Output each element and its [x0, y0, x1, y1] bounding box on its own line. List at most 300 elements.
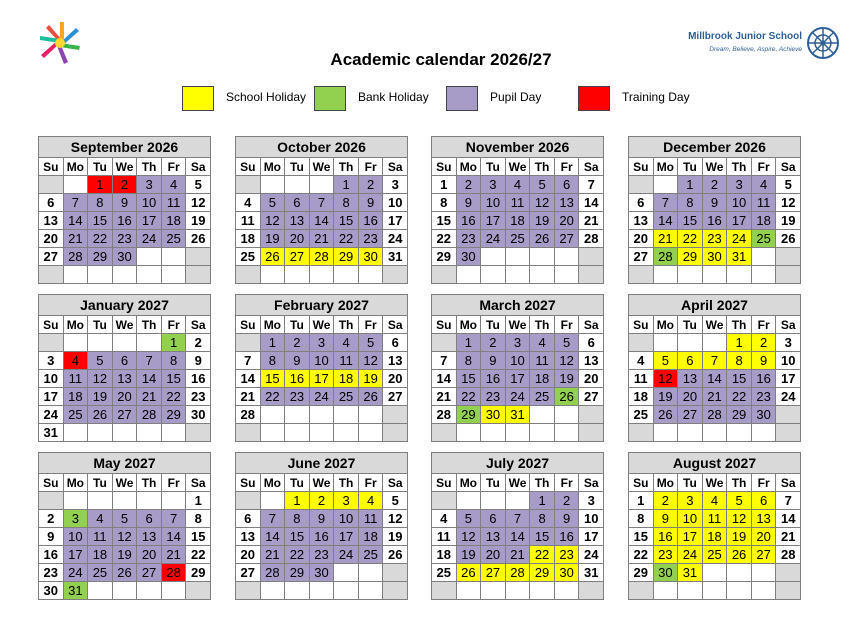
- day-cell: 5: [457, 510, 482, 528]
- day-cell: 7: [579, 176, 604, 194]
- month-grid: [235, 473, 408, 600]
- empty-cell: [457, 582, 482, 600]
- day-cell: 2: [703, 176, 728, 194]
- month-title: September 2026: [38, 136, 211, 157]
- day-header: Mo: [261, 474, 286, 492]
- month-grid: [235, 157, 408, 284]
- day-cell: 1: [530, 492, 555, 510]
- day-cell: 6: [285, 194, 310, 212]
- empty-cell: [481, 582, 506, 600]
- day-header: We: [310, 316, 335, 334]
- empty-cell: [727, 582, 752, 600]
- day-cell: 19: [654, 388, 679, 406]
- day-cell: 29: [530, 564, 555, 582]
- day-header: Tu: [678, 316, 703, 334]
- empty-cell: [113, 334, 138, 352]
- day-cell: 18: [162, 212, 187, 230]
- day-cell: 17: [776, 370, 801, 388]
- day-cell: 5: [776, 176, 801, 194]
- month-calendar: [628, 294, 801, 442]
- day-cell: 26: [261, 248, 286, 266]
- day-header: We: [113, 474, 138, 492]
- empty-cell: [776, 406, 801, 424]
- day-cell: 5: [113, 510, 138, 528]
- day-cell: 3: [383, 176, 408, 194]
- day-cell: 16: [310, 528, 335, 546]
- empty-cell: [236, 176, 261, 194]
- day-cell: 15: [186, 528, 211, 546]
- day-header: Th: [530, 474, 555, 492]
- day-cell: 21: [64, 230, 89, 248]
- day-cell: 1: [186, 492, 211, 510]
- day-cell: 1: [261, 334, 286, 352]
- day-cell: 7: [703, 352, 728, 370]
- day-cell: 12: [113, 528, 138, 546]
- day-cell: 31: [506, 406, 531, 424]
- day-cell: 2: [457, 176, 482, 194]
- empty-cell: [727, 266, 752, 284]
- day-cell: 24: [678, 546, 703, 564]
- empty-cell: [654, 266, 679, 284]
- day-cell: 28: [654, 248, 679, 266]
- day-cell: 11: [752, 194, 777, 212]
- empty-cell: [162, 266, 187, 284]
- day-cell: 14: [310, 212, 335, 230]
- day-cell: 28: [703, 406, 728, 424]
- day-cell: 8: [186, 510, 211, 528]
- day-cell: 16: [555, 528, 580, 546]
- day-cell: 28: [137, 406, 162, 424]
- month-title: May 2027: [38, 452, 211, 473]
- empty-cell: [727, 564, 752, 582]
- day-header: Sa: [383, 316, 408, 334]
- empty-cell: [457, 266, 482, 284]
- day-cell: 1: [334, 176, 359, 194]
- day-cell: 11: [162, 194, 187, 212]
- day-cell: 6: [579, 334, 604, 352]
- day-cell: 2: [310, 492, 335, 510]
- day-cell: 6: [629, 194, 654, 212]
- day-cell: 18: [703, 528, 728, 546]
- day-cell: 25: [236, 248, 261, 266]
- empty-cell: [457, 492, 482, 510]
- day-cell: 13: [629, 212, 654, 230]
- empty-cell: [506, 424, 531, 442]
- month-title: December 2026: [628, 136, 801, 157]
- day-header: We: [113, 158, 138, 176]
- day-cell: 16: [654, 528, 679, 546]
- day-cell: 10: [39, 370, 64, 388]
- empty-cell: [654, 334, 679, 352]
- month-calendar: [628, 136, 801, 284]
- empty-cell: [457, 424, 482, 442]
- day-cell: 4: [88, 510, 113, 528]
- empty-cell: [752, 582, 777, 600]
- day-cell: 9: [555, 510, 580, 528]
- day-cell: 10: [579, 510, 604, 528]
- day-cell: 9: [285, 352, 310, 370]
- empty-cell: [703, 424, 728, 442]
- month-title: July 2027: [431, 452, 604, 473]
- day-cell: 23: [481, 388, 506, 406]
- day-cell: 11: [64, 370, 89, 388]
- day-header: We: [506, 316, 531, 334]
- day-header: Sa: [186, 474, 211, 492]
- empty-cell: [703, 582, 728, 600]
- day-cell: 19: [530, 212, 555, 230]
- empty-cell: [88, 582, 113, 600]
- day-cell: 14: [162, 528, 187, 546]
- empty-cell: [383, 582, 408, 600]
- day-cell: 30: [703, 248, 728, 266]
- day-cell: 29: [629, 564, 654, 582]
- day-cell: 1: [162, 334, 187, 352]
- day-cell: 2: [359, 176, 384, 194]
- day-cell: 10: [64, 528, 89, 546]
- day-cell: 18: [432, 546, 457, 564]
- day-header: Su: [39, 158, 64, 176]
- day-cell: 13: [555, 194, 580, 212]
- empty-cell: [39, 176, 64, 194]
- day-header: Th: [727, 316, 752, 334]
- day-cell: 27: [236, 564, 261, 582]
- legend-swatch: [578, 86, 610, 111]
- day-cell: 29: [678, 248, 703, 266]
- day-cell: 17: [64, 546, 89, 564]
- day-cell: 4: [703, 492, 728, 510]
- day-cell: 11: [629, 370, 654, 388]
- day-cell: 13: [678, 370, 703, 388]
- empty-cell: [88, 492, 113, 510]
- day-header: Tu: [678, 474, 703, 492]
- day-cell: 2: [113, 176, 138, 194]
- empty-cell: [629, 582, 654, 600]
- day-header: Mo: [654, 474, 679, 492]
- day-cell: 15: [285, 528, 310, 546]
- day-header: We: [703, 158, 728, 176]
- day-cell: 3: [64, 510, 89, 528]
- day-cell: 23: [752, 388, 777, 406]
- day-cell: 29: [457, 406, 482, 424]
- empty-cell: [88, 266, 113, 284]
- day-cell: 12: [530, 194, 555, 212]
- month-grid: [431, 157, 604, 284]
- day-header: Mo: [261, 158, 286, 176]
- day-header: Mo: [654, 158, 679, 176]
- empty-cell: [530, 406, 555, 424]
- empty-cell: [236, 334, 261, 352]
- day-cell: 4: [506, 176, 531, 194]
- empty-cell: [137, 266, 162, 284]
- legend-label: Bank Holiday: [358, 90, 429, 104]
- day-cell: 23: [703, 230, 728, 248]
- empty-cell: [162, 248, 187, 266]
- empty-cell: [334, 564, 359, 582]
- day-cell: 20: [678, 388, 703, 406]
- empty-cell: [579, 248, 604, 266]
- month-title: January 2027: [38, 294, 211, 315]
- day-cell: 14: [64, 212, 89, 230]
- day-header: Mo: [261, 316, 286, 334]
- empty-cell: [162, 492, 187, 510]
- day-cell: 21: [506, 546, 531, 564]
- empty-cell: [555, 424, 580, 442]
- empty-cell: [137, 334, 162, 352]
- empty-cell: [530, 424, 555, 442]
- day-cell: 8: [162, 352, 187, 370]
- day-cell: 5: [88, 352, 113, 370]
- day-cell: 15: [678, 212, 703, 230]
- empty-cell: [752, 266, 777, 284]
- day-cell: 19: [88, 388, 113, 406]
- empty-cell: [64, 266, 89, 284]
- empty-cell: [579, 266, 604, 284]
- empty-cell: [334, 266, 359, 284]
- empty-cell: [703, 564, 728, 582]
- day-cell: 30: [359, 248, 384, 266]
- day-cell: 10: [727, 194, 752, 212]
- day-cell: 24: [776, 388, 801, 406]
- empty-cell: [506, 492, 531, 510]
- empty-cell: [776, 424, 801, 442]
- day-cell: 29: [334, 248, 359, 266]
- day-header: Fr: [162, 474, 187, 492]
- day-cell: 15: [530, 528, 555, 546]
- day-cell: 6: [383, 334, 408, 352]
- day-cell: 28: [776, 546, 801, 564]
- day-cell: 2: [39, 510, 64, 528]
- day-header: Fr: [359, 316, 384, 334]
- day-cell: 10: [678, 510, 703, 528]
- day-header: Tu: [678, 158, 703, 176]
- day-cell: 5: [186, 176, 211, 194]
- month-grid: [235, 315, 408, 442]
- day-cell: 18: [64, 388, 89, 406]
- day-cell: 11: [334, 352, 359, 370]
- day-cell: 25: [703, 546, 728, 564]
- legend-swatch: [182, 86, 214, 111]
- day-cell: 6: [236, 510, 261, 528]
- day-cell: 19: [776, 212, 801, 230]
- empty-cell: [481, 424, 506, 442]
- month-title: June 2027: [235, 452, 408, 473]
- day-cell: 6: [555, 176, 580, 194]
- empty-cell: [261, 424, 286, 442]
- empty-cell: [186, 266, 211, 284]
- day-header: Th: [137, 474, 162, 492]
- empty-cell: [579, 582, 604, 600]
- empty-cell: [506, 266, 531, 284]
- day-cell: 24: [137, 230, 162, 248]
- legend-label: Training Day: [622, 90, 690, 104]
- day-cell: 15: [162, 370, 187, 388]
- day-header: Fr: [752, 474, 777, 492]
- day-cell: 21: [432, 388, 457, 406]
- day-cell: 27: [579, 388, 604, 406]
- month-calendar: [431, 294, 604, 442]
- day-cell: 9: [310, 510, 335, 528]
- month-calendar: [38, 294, 211, 442]
- day-cell: 26: [457, 564, 482, 582]
- day-cell: 9: [703, 194, 728, 212]
- day-cell: 31: [579, 564, 604, 582]
- empty-cell: [88, 424, 113, 442]
- day-cell: 26: [654, 406, 679, 424]
- month-title: October 2026: [235, 136, 408, 157]
- day-cell: 6: [752, 492, 777, 510]
- day-cell: 6: [137, 510, 162, 528]
- day-cell: 3: [506, 334, 531, 352]
- day-header: Sa: [776, 158, 801, 176]
- day-cell: 28: [579, 230, 604, 248]
- empty-cell: [383, 424, 408, 442]
- day-cell: 31: [727, 248, 752, 266]
- day-cell: 9: [654, 510, 679, 528]
- day-header: Su: [432, 316, 457, 334]
- day-header: Tu: [285, 474, 310, 492]
- day-cell: 7: [654, 194, 679, 212]
- day-cell: 4: [236, 194, 261, 212]
- day-cell: 29: [162, 406, 187, 424]
- day-cell: 27: [481, 564, 506, 582]
- day-cell: 23: [285, 388, 310, 406]
- month-grid: [38, 473, 211, 600]
- day-header: Mo: [457, 474, 482, 492]
- empty-cell: [261, 266, 286, 284]
- day-cell: 11: [432, 528, 457, 546]
- day-cell: 26: [88, 406, 113, 424]
- day-cell: 7: [261, 510, 286, 528]
- empty-cell: [310, 176, 335, 194]
- day-header: Tu: [88, 158, 113, 176]
- empty-cell: [359, 424, 384, 442]
- day-cell: 13: [137, 528, 162, 546]
- day-cell: 22: [162, 388, 187, 406]
- day-header: Tu: [481, 316, 506, 334]
- day-cell: 30: [752, 406, 777, 424]
- day-cell: 17: [506, 370, 531, 388]
- day-cell: 25: [530, 388, 555, 406]
- day-cell: 8: [432, 194, 457, 212]
- day-cell: 26: [555, 388, 580, 406]
- day-cell: 20: [555, 212, 580, 230]
- day-cell: 9: [39, 528, 64, 546]
- day-cell: 2: [752, 334, 777, 352]
- day-cell: 4: [629, 352, 654, 370]
- day-header: Tu: [481, 158, 506, 176]
- empty-cell: [285, 424, 310, 442]
- day-cell: 22: [88, 230, 113, 248]
- day-cell: 18: [752, 212, 777, 230]
- day-header: Mo: [64, 474, 89, 492]
- day-cell: 25: [752, 230, 777, 248]
- day-cell: 7: [310, 194, 335, 212]
- day-cell: 11: [236, 212, 261, 230]
- day-cell: 11: [530, 352, 555, 370]
- day-cell: 9: [186, 352, 211, 370]
- empty-cell: [285, 582, 310, 600]
- day-cell: 23: [555, 546, 580, 564]
- empty-cell: [186, 582, 211, 600]
- day-cell: 28: [310, 248, 335, 266]
- month-calendar: [628, 452, 801, 600]
- month-grid: [38, 315, 211, 442]
- day-cell: 20: [113, 388, 138, 406]
- empty-cell: [285, 176, 310, 194]
- day-header: Th: [530, 316, 555, 334]
- day-cell: 22: [432, 230, 457, 248]
- day-cell: 20: [285, 230, 310, 248]
- empty-cell: [162, 582, 187, 600]
- day-header: We: [703, 316, 728, 334]
- day-cell: 30: [186, 406, 211, 424]
- day-cell: 30: [555, 564, 580, 582]
- day-cell: 24: [506, 388, 531, 406]
- day-cell: 8: [334, 194, 359, 212]
- day-cell: 24: [64, 564, 89, 582]
- day-header: Mo: [654, 316, 679, 334]
- day-cell: 25: [432, 564, 457, 582]
- day-cell: 5: [654, 352, 679, 370]
- month-grid: [628, 473, 801, 600]
- day-cell: 10: [481, 194, 506, 212]
- day-cell: 3: [39, 352, 64, 370]
- legend-label: School Holiday: [226, 90, 307, 104]
- empty-cell: [285, 266, 310, 284]
- empty-cell: [654, 424, 679, 442]
- day-header: We: [113, 316, 138, 334]
- day-cell: 14: [137, 370, 162, 388]
- day-cell: 6: [39, 194, 64, 212]
- day-cell: 23: [654, 546, 679, 564]
- day-cell: 8: [88, 194, 113, 212]
- day-header: Th: [727, 158, 752, 176]
- day-cell: 26: [727, 546, 752, 564]
- empty-cell: [261, 176, 286, 194]
- day-cell: 21: [654, 230, 679, 248]
- day-cell: 4: [64, 352, 89, 370]
- day-cell: 7: [776, 492, 801, 510]
- day-cell: 17: [678, 528, 703, 546]
- day-cell: 12: [261, 212, 286, 230]
- day-cell: 6: [481, 510, 506, 528]
- day-cell: 17: [481, 212, 506, 230]
- day-header: We: [506, 474, 531, 492]
- day-cell: 13: [285, 212, 310, 230]
- empty-cell: [39, 334, 64, 352]
- day-cell: 3: [481, 176, 506, 194]
- empty-cell: [678, 266, 703, 284]
- day-header: Sa: [579, 316, 604, 334]
- day-cell: 1: [88, 176, 113, 194]
- day-cell: 3: [579, 492, 604, 510]
- day-cell: 22: [678, 230, 703, 248]
- day-cell: 9: [481, 352, 506, 370]
- day-cell: 15: [727, 370, 752, 388]
- day-header: We: [703, 474, 728, 492]
- legend-swatch: [314, 86, 346, 111]
- empty-cell: [334, 582, 359, 600]
- day-header: Su: [236, 316, 261, 334]
- day-cell: 17: [137, 212, 162, 230]
- day-cell: 15: [457, 370, 482, 388]
- day-cell: 9: [359, 194, 384, 212]
- day-header: Sa: [383, 158, 408, 176]
- day-cell: 24: [310, 388, 335, 406]
- empty-cell: [530, 266, 555, 284]
- month-grid: [431, 315, 604, 442]
- month-calendar: [235, 452, 408, 600]
